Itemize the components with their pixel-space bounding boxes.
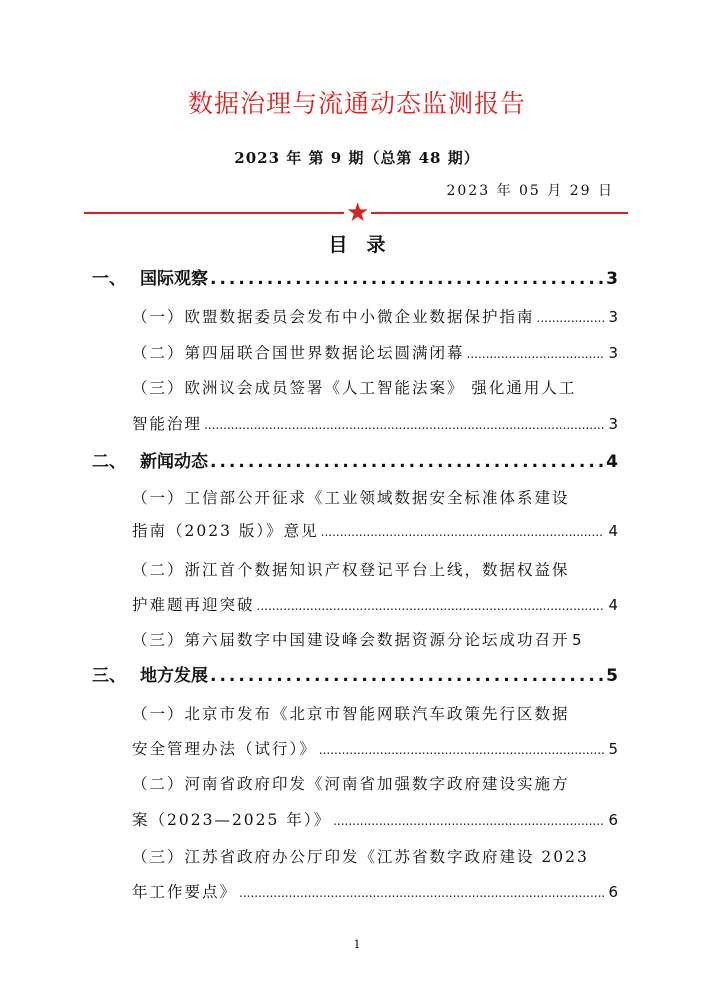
item-title-cont: 年工作要点》 bbox=[132, 883, 238, 901]
leader-dots bbox=[321, 518, 604, 546]
item-page: 5 bbox=[608, 740, 618, 758]
toc-heading: 目 录 bbox=[328, 234, 386, 256]
item-title: （三）欧洲议会成员签署《人工智能法案》 强化通用人工 bbox=[132, 379, 577, 397]
item-title: （二）河南省政府印发《河南省加强数字政府建设实施方 bbox=[132, 775, 570, 793]
item-page: 3 bbox=[608, 344, 618, 362]
report-title: 数据治理与流通动态监测报告 bbox=[187, 89, 526, 118]
item-page: 5 bbox=[571, 631, 582, 649]
item-title-cont: 护难题再迎突破 bbox=[132, 596, 255, 614]
leader-dots bbox=[333, 807, 604, 835]
section-number: 二、 bbox=[92, 452, 126, 472]
item-title-cont: 智能治理 bbox=[132, 415, 203, 433]
section-number: 一、 bbox=[92, 269, 126, 289]
section-number: 三、 bbox=[92, 666, 126, 686]
leader-dots bbox=[239, 879, 604, 907]
issue-number: 2023 年 第 9 期（总第 48 期） bbox=[234, 149, 480, 167]
item-title: （二）浙江首个数据知识产权登记平台上线，数据权益保 bbox=[132, 561, 570, 579]
section-title: 新闻动态 bbox=[140, 452, 208, 472]
item-title-cont: 案（2023—2025 年）》 bbox=[132, 811, 332, 829]
item-title: （三）第六届数字中国建设峰会数据资源分论坛成功召开 bbox=[132, 631, 570, 649]
item-title-cont: 指南（2023 版）》意见 bbox=[132, 522, 319, 540]
page-number: 1 bbox=[353, 938, 361, 951]
leader-dots bbox=[319, 736, 604, 764]
leader-dots bbox=[210, 448, 604, 476]
item-page: 4 bbox=[608, 522, 618, 540]
leader-dots bbox=[204, 411, 604, 439]
item-page: 3 bbox=[608, 308, 618, 326]
item-title: （一）欧盟数据委员会发布中小微企业数据保护指南 bbox=[132, 308, 535, 326]
item-title: （一）工信部公开征求《工业领域数据安全标准体系建设 bbox=[132, 489, 570, 507]
section-title: 地方发展 bbox=[140, 666, 208, 686]
item-title: （二）第四届联合国世界数据论坛圆满闭幕 bbox=[132, 344, 465, 362]
leader-dots bbox=[537, 304, 604, 332]
item-title: （一）北京市发布《北京市智能网联汽车政策先行区数据 bbox=[132, 705, 570, 723]
section-page: 5 bbox=[606, 666, 618, 686]
item-page: 6 bbox=[608, 883, 618, 901]
item-page: 4 bbox=[608, 596, 618, 614]
section-page: 4 bbox=[606, 452, 618, 472]
item-page: 6 bbox=[608, 811, 618, 829]
leader-dots bbox=[210, 662, 604, 690]
leader-dots bbox=[257, 592, 604, 620]
section-page: 3 bbox=[606, 269, 618, 289]
issue-date: 2023 年 05 月 29 日 bbox=[446, 183, 614, 199]
red-star-icon: ★ bbox=[346, 198, 370, 228]
section-title: 国际观察 bbox=[140, 269, 208, 289]
leader-dots bbox=[467, 340, 604, 368]
item-title-cont: 安全管理办法（试行）》 bbox=[132, 740, 317, 758]
item-title: （三）江苏省政府办公厅印发《江苏省数字政府建设 2023 bbox=[132, 848, 589, 866]
item-page: 3 bbox=[608, 415, 618, 433]
leader-dots bbox=[210, 265, 604, 293]
